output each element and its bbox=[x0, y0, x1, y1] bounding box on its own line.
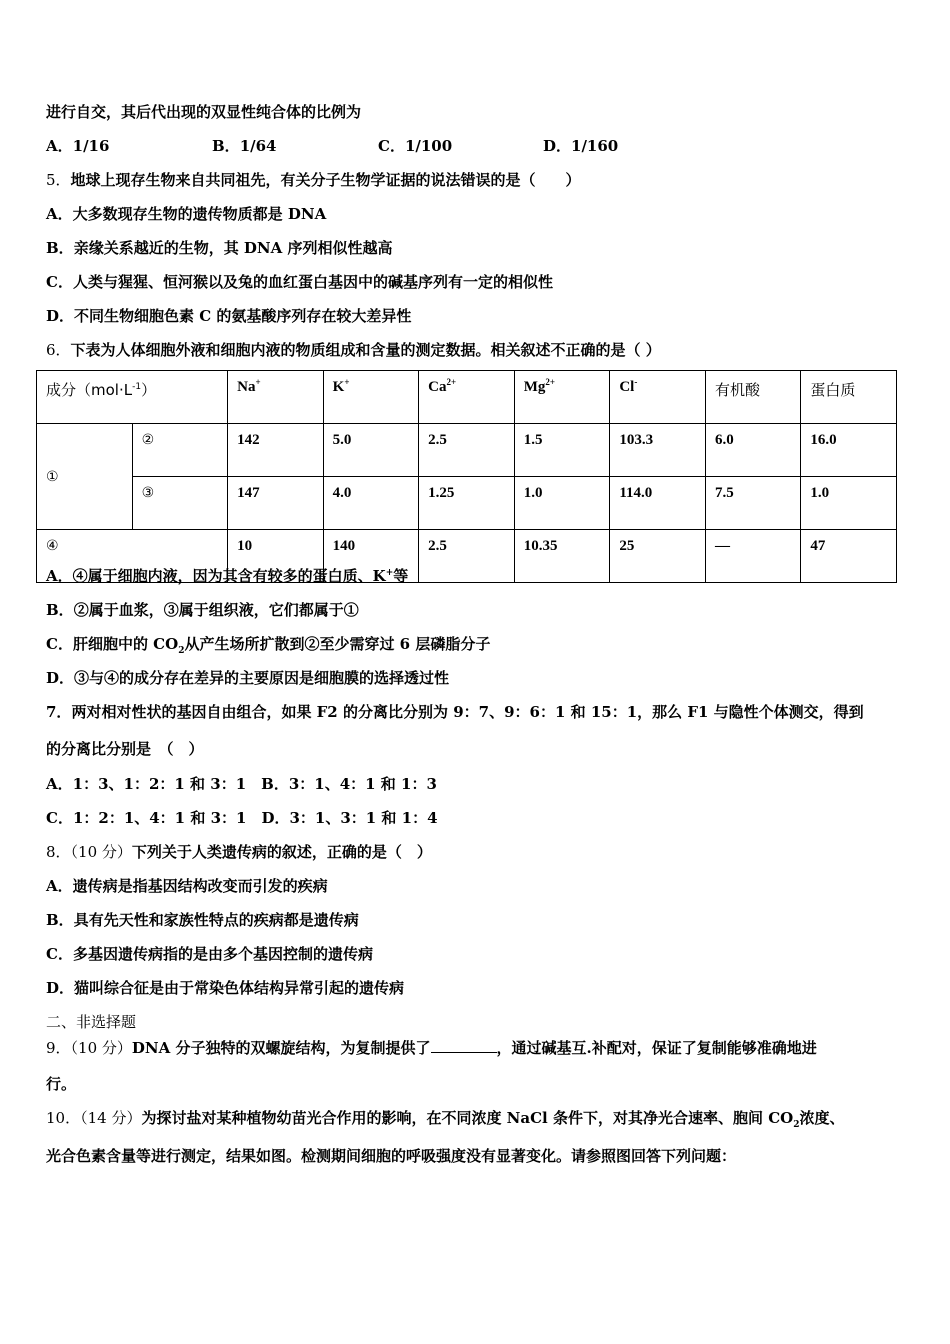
q10-score: （14 分） bbox=[80, 1109, 142, 1127]
composition-table bbox=[36, 370, 897, 583]
q4-option-d: D．1/160 bbox=[543, 137, 619, 155]
q7-stem bbox=[46, 702, 864, 722]
cell: — bbox=[705, 530, 800, 583]
q8-option-b: B．具有先天性和家族性特点的疾病都是遗传病 bbox=[46, 911, 359, 929]
cell: 1.0 bbox=[514, 477, 610, 530]
cell: 2.5 bbox=[419, 530, 515, 583]
q9-score: （10 分） bbox=[70, 1039, 132, 1057]
q5-option-a: A．大多数现存生物的遗传物质都是 DNA bbox=[46, 205, 327, 223]
cell: 7.5 bbox=[705, 477, 800, 530]
q6-option-d: D．③与④的成分存在差异的主要原因是细胞膜的选择透过性 bbox=[46, 669, 450, 687]
cell: 142 bbox=[228, 424, 324, 477]
q4-stem-continuation: 进行自交，其后代出现的双显性纯合体的比例为 bbox=[46, 103, 362, 121]
q4-option-b: B．1/64 bbox=[212, 137, 277, 155]
cell: 1.25 bbox=[419, 477, 515, 530]
section-title-non-choice: 二、非选择题 bbox=[46, 1013, 137, 1031]
q10-stem: 10．（14 分）为探讨盐对某种植物幼苗光合作用的影响，在不同浓度 NaCl 条件下，对其净光合速率、胞间 $CO_2$浓度、 bbox=[46, 1109, 845, 1130]
cell: 25 bbox=[610, 530, 706, 583]
table-row bbox=[37, 424, 897, 477]
cell: 47 bbox=[801, 530, 897, 583]
header-cl: Cl- bbox=[610, 371, 706, 424]
row-label: ③ bbox=[132, 477, 228, 530]
q8-stem-text: 下列关于人类遗传病的叙述，正确的是（ ） bbox=[131, 843, 432, 861]
q4-option-c: C．1/100 bbox=[378, 137, 453, 155]
cell: 5.0 bbox=[323, 424, 419, 477]
cell: 10 bbox=[228, 530, 324, 583]
cell: 103.3 bbox=[610, 424, 706, 477]
q10-stem-line2: 光合色素含量等进行测定，结果如图。检测期间细胞的呼吸强度没有显著变化。请参照图回答下列问题： bbox=[46, 1147, 737, 1165]
cell: 147 bbox=[228, 477, 324, 530]
q5-stem bbox=[46, 170, 581, 190]
q6-option-b: B．②属于血浆，③属于组织液，它们都属于① bbox=[46, 601, 359, 619]
cell: 140 bbox=[323, 530, 419, 583]
header-na: Na+ bbox=[228, 371, 324, 424]
q8-number: 8． bbox=[46, 843, 71, 861]
q5-option-d: D．不同生物细胞色素 C 的氨基酸序列存在较大差异性 bbox=[46, 307, 412, 325]
q6-stem-text: 下表为人体细胞外液和细胞内液的物质组成和含量的测定数据。相关叙述不正确的是（ ） bbox=[70, 341, 661, 359]
q4-option-a: A．1/16 bbox=[46, 137, 110, 155]
q5-stem-text: 地球上现存生物来自共同祖先，有关分子生物学证据的说法错误的是（ ） bbox=[70, 171, 581, 189]
q9-stem: 9．（10 分）DNA 分子独特的双螺旋结构，为复制提供了 ，通过碱基互.补配对，保证了复制能够准确地进 bbox=[46, 1039, 817, 1057]
q8-option-c: C．多基因遗传病指的是由多个基因控制的遗传病 bbox=[46, 945, 373, 963]
q8-score: （10 分） bbox=[70, 843, 132, 861]
q9-number: 9． bbox=[46, 1039, 71, 1057]
q7-stem-line2: 的分离比分别是 （ ） bbox=[46, 740, 204, 758]
q9-answer-blank[interactable] bbox=[431, 1038, 497, 1053]
q6-number: 6． bbox=[46, 341, 71, 359]
q7-stem-line1: 两对相对性状的基因自由组合，如果 F2 的分离比分别为 9：7、9：6：1 和 15：1，那么 F1 与隐性个体测交，得到 bbox=[71, 703, 864, 721]
header-protein: 蛋白质 bbox=[801, 371, 897, 424]
row-label: ④ bbox=[37, 530, 228, 583]
cell: 6.0 bbox=[705, 424, 800, 477]
q8-option-d: D．猫叫综合征是由于常染色体结构异常引起的遗传病 bbox=[46, 979, 405, 997]
table-header-row bbox=[37, 371, 897, 424]
q9-stem-line2: 行。 bbox=[46, 1075, 77, 1093]
q7-number: 7． bbox=[46, 703, 72, 721]
q5-option-c: C．人类与猩猩、恒河猴以及兔的血红蛋白基因中的碱基序列有一定的相似性 bbox=[46, 273, 553, 291]
cell: 1.5 bbox=[514, 424, 610, 477]
q8-stem bbox=[46, 842, 432, 862]
header-mg: $Mg^{2+}$ bbox=[514, 371, 610, 424]
cell: 114.0 bbox=[610, 477, 706, 530]
q8-option-a: A．遗传病是指基因结构改变而引发的疾病 bbox=[46, 877, 328, 895]
cell: 16.0 bbox=[801, 424, 897, 477]
cell: 10.35 bbox=[514, 530, 610, 583]
header-k: K+ bbox=[323, 371, 419, 424]
q6-option-c: C．肝细胞中的 $CO_2$从产生场所扩散到②至少需穿过 6 层磷脂分子 bbox=[46, 635, 491, 656]
q10-number: 10． bbox=[46, 1109, 81, 1127]
header-organic-acid: 有机酸 bbox=[705, 371, 800, 424]
q5-number: 5． bbox=[46, 171, 71, 189]
cell: 2.5 bbox=[419, 424, 515, 477]
cell: 4.0 bbox=[323, 477, 419, 530]
q6-stem bbox=[46, 340, 661, 360]
table-row bbox=[37, 477, 897, 530]
q6-option-a: A．④属于细胞内液，因为其含有较多的蛋白质、K+等 bbox=[46, 567, 409, 585]
header-component-label: 成分$(mol\cdot L^{-1})$ bbox=[37, 371, 228, 424]
q7-options-cd: C．1：2：1、4：1 和 3：1 D．3：1、3：1 和 1：4 bbox=[46, 809, 438, 827]
cell: 1.0 bbox=[801, 477, 897, 530]
q5-option-b: B．亲缘关系越近的生物，其 DNA 序列相似性越高 bbox=[46, 239, 393, 257]
group-label-extracellular: ① bbox=[37, 424, 133, 530]
header-ca: $Ca^{2+}$ bbox=[419, 371, 515, 424]
row-label: ② bbox=[132, 424, 228, 477]
q7-options-ab: A．1：3、1：2：1 和 3：1 B．3：1、4：1 和 1：3 bbox=[46, 775, 437, 793]
